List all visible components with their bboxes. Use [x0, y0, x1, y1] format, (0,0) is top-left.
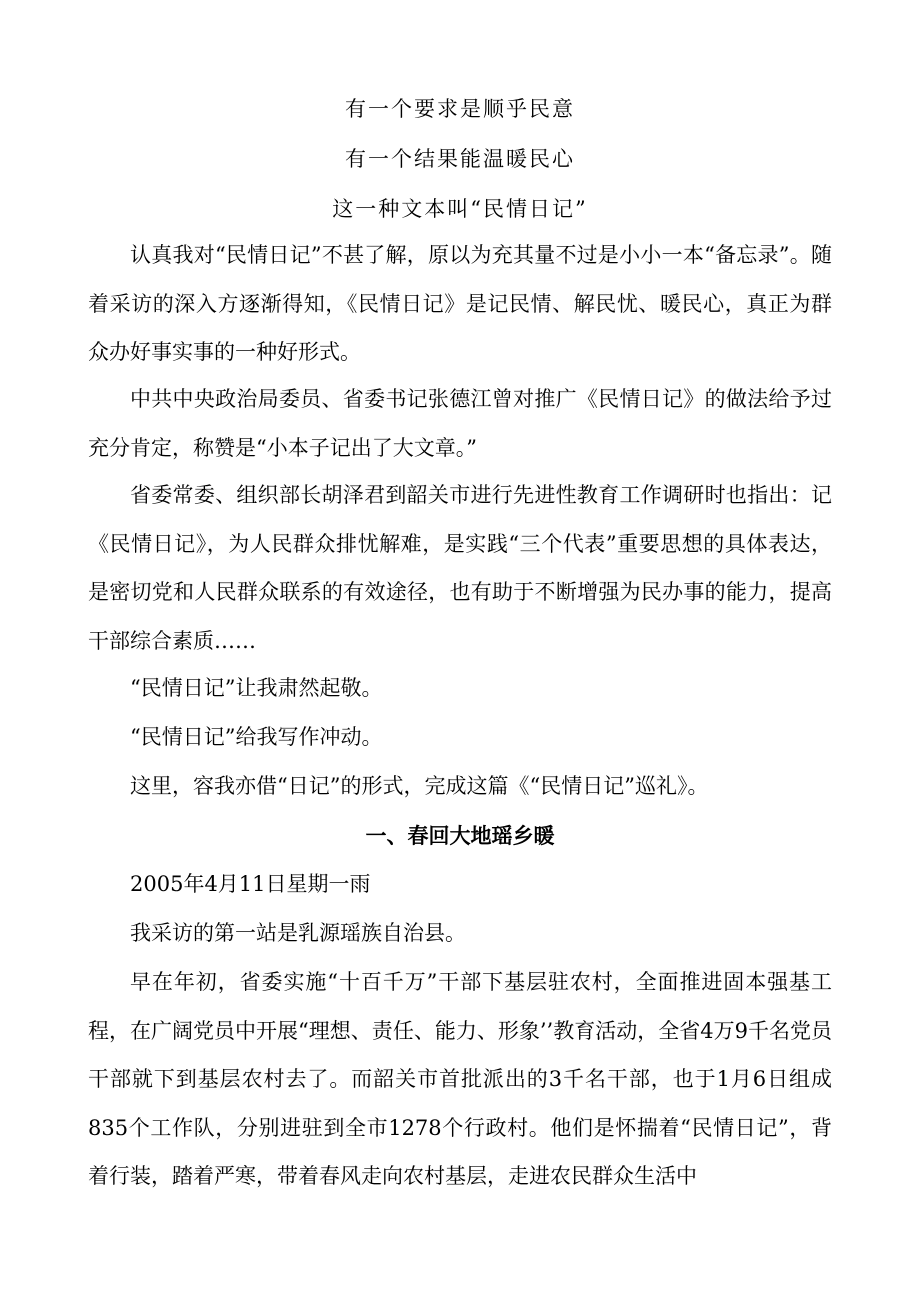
first-stop-line: 我采访的第一站是乳源瑶族自治县。 — [130, 921, 466, 945]
title-line-3: 这一种文本叫“民情日记” — [332, 197, 588, 221]
section-heading: 一、春回大地瑶乡暖 — [365, 824, 555, 848]
diary-date-line: 2005年4月11日星期一雨 — [130, 872, 371, 896]
background-paragraph: 早在年初，省委实施“十百千万”干部下基层驻农村，全面推进固本强基工程，在广阔党员中开展“理想、责任、能力、形象’’教育活动，全省4万9千名党员干部就下到基层农村去了。而韶关市首批派出的3千名干部，也于1月6日组成835个工作队，分别进驻到全市1278个行政村。他们是怀揣着“民情日记”，背着行装，踏着严寒，带着春风走向农村基层，走进农民群众生活中 — [88, 970, 832, 1188]
praise-paragraph: 中共中央政治局委员、省委书记张德江曾对推广《民情日记》的做法给予过充分肯定，称赞是“小本子记出了大文章。” — [88, 387, 832, 460]
intro-paragraph: 认真我对“民情日记”不甚了解，原以为充其量不过是小小一本“备忘录”。随着采访的深入方逐渐得知，《民情日记》是记民情、解民忧、暖民心，真正为群众办好事实事的一种好形式。 — [88, 243, 832, 364]
title-line-2: 有一个结果能温暖民心 — [345, 147, 575, 171]
quote-paragraph: 省委常委、组织部长胡泽君到韶关市进行先进性教育工作调研时也指出：记《民情日记》，为人民群众排忧解难，是实践“三个代表”重要思想的具体表达，是密切党和人民群众联系的有效途径，也有助于不断增强为民办事的能力，提高干部综合素质…… — [88, 483, 832, 653]
title-line-1: 有一个要求是顺乎民意 — [345, 97, 575, 121]
purpose-line: 这里，容我亦借“日记”的形式，完成这篇《“民情日记”巡礼》。 — [130, 774, 709, 798]
respect-line: “民情日记”让我肃然起敬。 — [130, 676, 383, 700]
impulse-line: “民情日记”给我写作冲动。 — [130, 725, 383, 749]
